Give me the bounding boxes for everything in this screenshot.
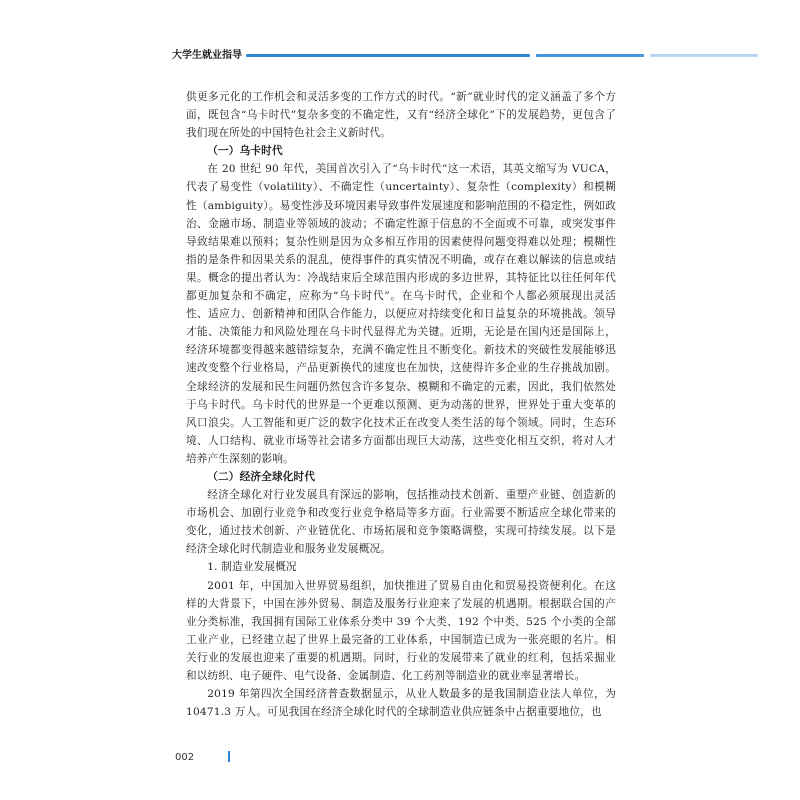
running-header-title: 大学生就业指导 — [172, 50, 242, 61]
section-heading-globalization: （二）经济全球化时代 — [207, 470, 316, 483]
header-decor-bar — [650, 54, 758, 57]
page-number: 002 — [175, 752, 195, 763]
paragraph-census: 2019 年第四次全国经济普查数据显示，从业人数最多的是我国制造业法人单位，为 10471.3 万人。可见我国在经济全球化时代的全球制造业供应链条中占据重要地位，也 — [186, 688, 616, 719]
footer-divider-mark — [228, 751, 230, 762]
paragraph-globalization: 经济全球化对行业发展具有深远的影响，包括推动技术创新、重塑产业链、创造新的市场机会、加剧行业竞争和改变行业竞争格局等多方面。行业需要不断适应全球化带来的变化，通过技术创新、产业链优化、市场拓展和竞争策略调整，实现可持续发展。以下是经济全球化时代制造业和服务业发展概况。 — [186, 489, 616, 556]
body-text — [186, 88, 616, 721]
paragraph-vuca: 在 20 世纪 90 年代，美国首次引入了“乌卡时代”这一术语，其英文缩写为 VUCA，代表了易变性（volatility）、不确定性（uncertainty）、复杂性（complexity）和模糊性（ambiguity）。易变性涉及环境因素导致事件发展速度和影响范围的不稳定性，例如政治、金融市场、制造业等领域的波动；不确定性源于信息的不全面或不可靠，或突发事件导致结果难以预料；复杂性则是因为众多相互作用的因素使得问题变得难以处理；模糊性指的是条件和因果关系的混乱，使得事件的真实情况不明确，或存在难以解读的信息或结果。概念的提出者认为：冷战结束后全球范围内形成的多边世界，其特征比以往任何年代都更加复杂和不确定，应称为“乌卡时代”。在乌卡时代，企业和个人都必须展现出灵活性、适应力、创新精神和团队合作能力，以便应对持续变化和日益复杂的环境挑战。领导才能、决策能力和风险处理在乌卡时代显得尤为关键。近期，无论是在国内还是国际上，经济环境都变得越来越错综复杂，充满不确定性且不断变化。新技术的突破性发展能够迅速改变整个行业格局，产品更新换代的速度也在加快，这使得许多企业的生存挑战加剧。全球经济的发展和民生问题仍然包含许多复杂、模糊和不确定的元素，因此，我们依然处于乌卡时代。乌卡时代的世界是一个更难以预测、更为动荡的世界，世界处于重大变革的风口浪尖。人工智能和更广泛的数字化技术正在改变人类生活的每个领域。同时，生态环境、人口结构、就业市场等社会诸多方面都出现巨大动荡，这些变化相互交织，将对人才培养产生深刻的影响。 — [186, 163, 616, 465]
subheading-manufacturing: 1. 制造业发展概况 — [207, 561, 297, 574]
paragraph-manufacturing: 2001 年，中国加入世界贸易组织，加快推进了贸易自由化和贸易投资便利化。在这样的大背景下，中国在涉外贸易、制造及服务行业迎来了发展的机遇期。根据联合国的产业分类标准，我国拥有国际工业体系分类中 39 个大类、192 个中类、525 个小类的全部工业产业，已经建立起了世界上最完备的工业体系，中国制造已成为一张亮眼的名片。相关行业的发展也迎来了重要的机遇期。同时，行业的发展带来了就业的红利，包括采掘业和以纺织、电子硬件、电气设备、金属制造、化工药剂等制造业的就业率显著增长。 — [186, 579, 616, 682]
section-heading-vuca: （一）乌卡时代 — [207, 145, 283, 158]
header-decor-bar — [246, 54, 530, 57]
running-header — [172, 42, 602, 70]
header-decor-bar — [536, 54, 644, 57]
paragraph-continued: 供更多元化的工作机会和灵活多变的工作方式的时代。“新”就业时代的定义涵盖了多个方面，既包含“乌卡时代”复杂多变的不确定性，又有“经济全球化”下的发展趋势，更包含了我们现在所处的中国特色社会主义新时代。 — [186, 91, 616, 140]
